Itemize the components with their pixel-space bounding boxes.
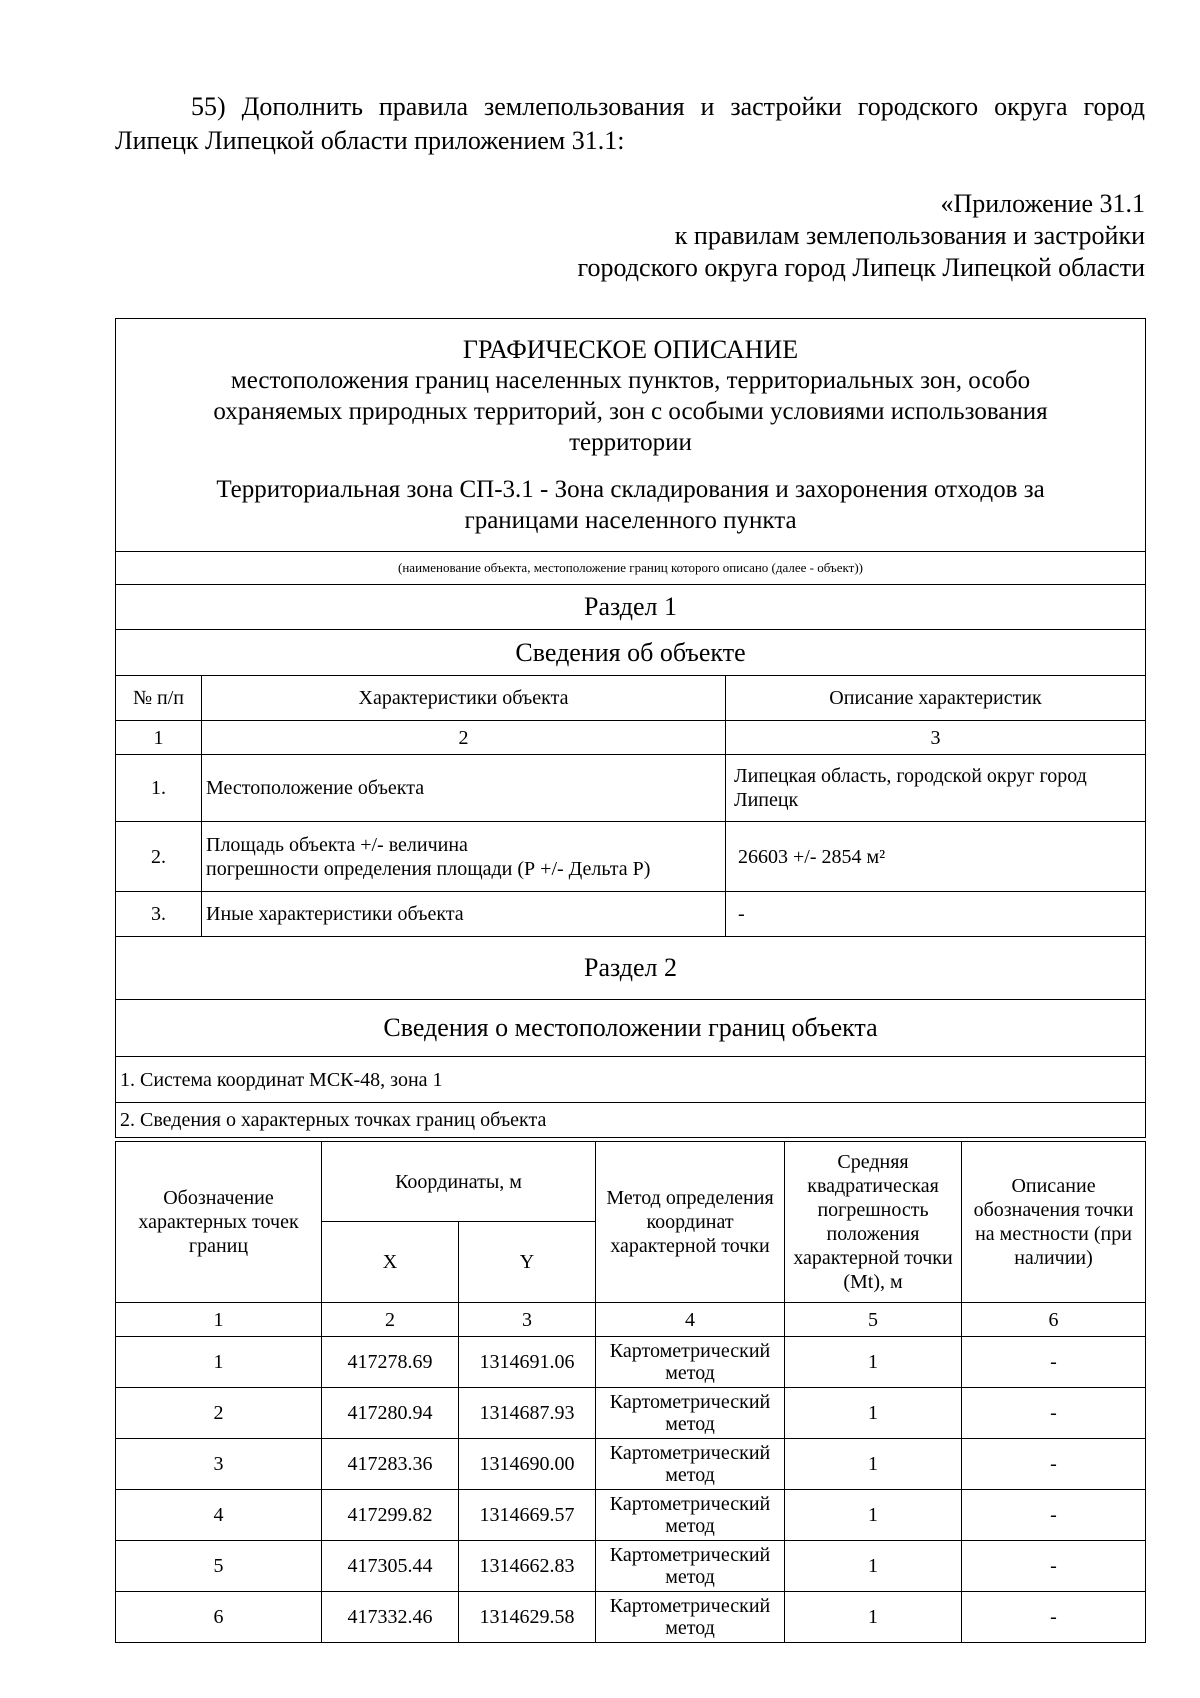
row-number: 1. — [116, 755, 202, 822]
column-header-characteristics: Характеристики объекта — [202, 676, 726, 721]
characteristic-name — [202, 822, 726, 892]
header-coordinates: Координаты, м — [322, 1142, 596, 1222]
point-x: 417283.36 — [322, 1439, 459, 1490]
point-y: 1314690.00 — [459, 1439, 596, 1490]
boundary-points-table — [115, 1141, 1146, 1643]
point-method: Картометрический метод — [596, 1439, 785, 1490]
point-error: 1 — [785, 1592, 962, 1643]
point-id: 3 — [116, 1439, 322, 1490]
column-number: 5 — [785, 1303, 962, 1337]
point-description: - — [962, 1490, 1146, 1541]
header-x: X — [322, 1222, 459, 1303]
column-number: 3 — [726, 721, 1146, 755]
appendix-line-1: «Приложение 31.1 — [940, 189, 1145, 218]
column-number: 1 — [116, 721, 202, 755]
column-header-description: Описание характеристик — [726, 676, 1146, 721]
point-error: 1 — [785, 1337, 962, 1388]
point-id: 5 — [116, 1541, 322, 1592]
zone-name: Территориальная зона СП-3.1 - Зона складирования и захоронения отходов за границами населенного пункта — [216, 475, 1045, 534]
point-method: Картометрический метод — [596, 1388, 785, 1439]
header-method: Метод определения координат характерной точки — [596, 1142, 785, 1303]
object-info-table — [115, 318, 1146, 1138]
point-error: 1 — [785, 1490, 962, 1541]
document-title: ГРАФИЧЕСКОЕ ОПИСАНИЕ — [462, 334, 799, 364]
point-y: 1314687.93 — [459, 1388, 596, 1439]
point-method: Картометрический метод — [596, 1541, 785, 1592]
point-description: - — [962, 1439, 1146, 1490]
point-x: 417305.44 — [322, 1541, 459, 1592]
point-x: 417299.82 — [322, 1490, 459, 1541]
column-number: 6 — [962, 1303, 1146, 1337]
point-x: 417278.69 — [322, 1337, 459, 1388]
point-y: 1314669.57 — [459, 1490, 596, 1541]
table-row — [116, 1490, 1146, 1541]
table-row — [116, 1592, 1146, 1643]
characteristic-value: 26603 +/- 2854 м² — [726, 822, 1146, 892]
intro-text: 55) Дополнить правила землепользования и застройки городского округа город Липецк Липецкой области приложением 31.1: — [115, 92, 1145, 155]
header-designation: Обозначение характерных точек границ — [116, 1142, 322, 1303]
characteristic-name: Иные характеристики объекта — [202, 892, 726, 937]
point-error: 1 — [785, 1439, 962, 1490]
column-number: 2 — [202, 721, 726, 755]
section-2-subtitle: Сведения о местоположении границ объекта — [116, 1000, 1146, 1057]
appendix-line-3: городского округа город Липецк Липецкой области — [577, 253, 1145, 282]
point-id: 2 — [116, 1388, 322, 1439]
table-row — [116, 1388, 1146, 1439]
characteristic-name-line-2: погрешности определения площади (Р +/- Дельта Р) — [206, 857, 651, 880]
appendix-heading — [578, 188, 1145, 284]
point-id: 4 — [116, 1490, 322, 1541]
point-error: 1 — [785, 1388, 962, 1439]
column-number: 1 — [116, 1303, 322, 1337]
appendix-line-2: к правилам землепользования и застройки — [674, 221, 1145, 250]
column-number: 3 — [459, 1303, 596, 1337]
point-description: - — [962, 1337, 1146, 1388]
column-header-number: № п/п — [116, 676, 202, 721]
document-header — [116, 319, 1146, 552]
point-x: 417280.94 — [322, 1388, 459, 1439]
header-y: Y — [459, 1222, 596, 1303]
point-id: 6 — [116, 1592, 322, 1643]
characteristic-value: - — [726, 892, 1146, 937]
section-2-title: Раздел 2 — [116, 937, 1146, 1000]
column-number: 2 — [322, 1303, 459, 1337]
point-description: - — [962, 1592, 1146, 1643]
point-method: Картометрический метод — [596, 1490, 785, 1541]
point-id: 1 — [116, 1337, 322, 1388]
table-row — [116, 1337, 1146, 1388]
table-row — [116, 1439, 1146, 1490]
points-heading: 2. Сведения о характерных точках границ объекта — [116, 1103, 1146, 1138]
column-number: 4 — [596, 1303, 785, 1337]
intro-paragraph — [115, 90, 1145, 158]
characteristic-name-line-1: Площадь объекта +/- величина — [206, 833, 468, 856]
point-y: 1314662.83 — [459, 1541, 596, 1592]
point-description: - — [962, 1541, 1146, 1592]
object-note: (наименование объекта, местоположение границ которого описано (далее - объект)) — [116, 552, 1146, 585]
document-subtitle: местоположения границ населенных пунктов, территориальных зон, особо охраняемых природных территорий, зон с особыми условиями использования территории — [213, 366, 1048, 456]
header-description: Описание обозначения точки на местности (при наличии) — [962, 1142, 1146, 1303]
row-number: 3. — [116, 892, 202, 937]
row-number: 2. — [116, 822, 202, 892]
coordinate-system: 1. Система координат МСК-48, зона 1 — [116, 1057, 1146, 1103]
point-y: 1314629.58 — [459, 1592, 596, 1643]
point-description: - — [962, 1388, 1146, 1439]
point-x: 417332.46 — [322, 1592, 459, 1643]
point-method: Картометрический метод — [596, 1592, 785, 1643]
characteristic-name: Местоположение объекта — [202, 755, 726, 822]
header-error: Средняя квадратическая погрешность положения характерной точки (Mt), м — [785, 1142, 962, 1303]
section-1-title: Раздел 1 — [116, 585, 1146, 630]
section-1-subtitle: Сведения об объекте — [116, 630, 1146, 676]
point-error: 1 — [785, 1541, 962, 1592]
characteristic-value: Липецкая область, городской округ город Липецк — [726, 755, 1146, 822]
point-method: Картометрический метод — [596, 1337, 785, 1388]
table-row — [116, 1541, 1146, 1592]
point-y: 1314691.06 — [459, 1337, 596, 1388]
